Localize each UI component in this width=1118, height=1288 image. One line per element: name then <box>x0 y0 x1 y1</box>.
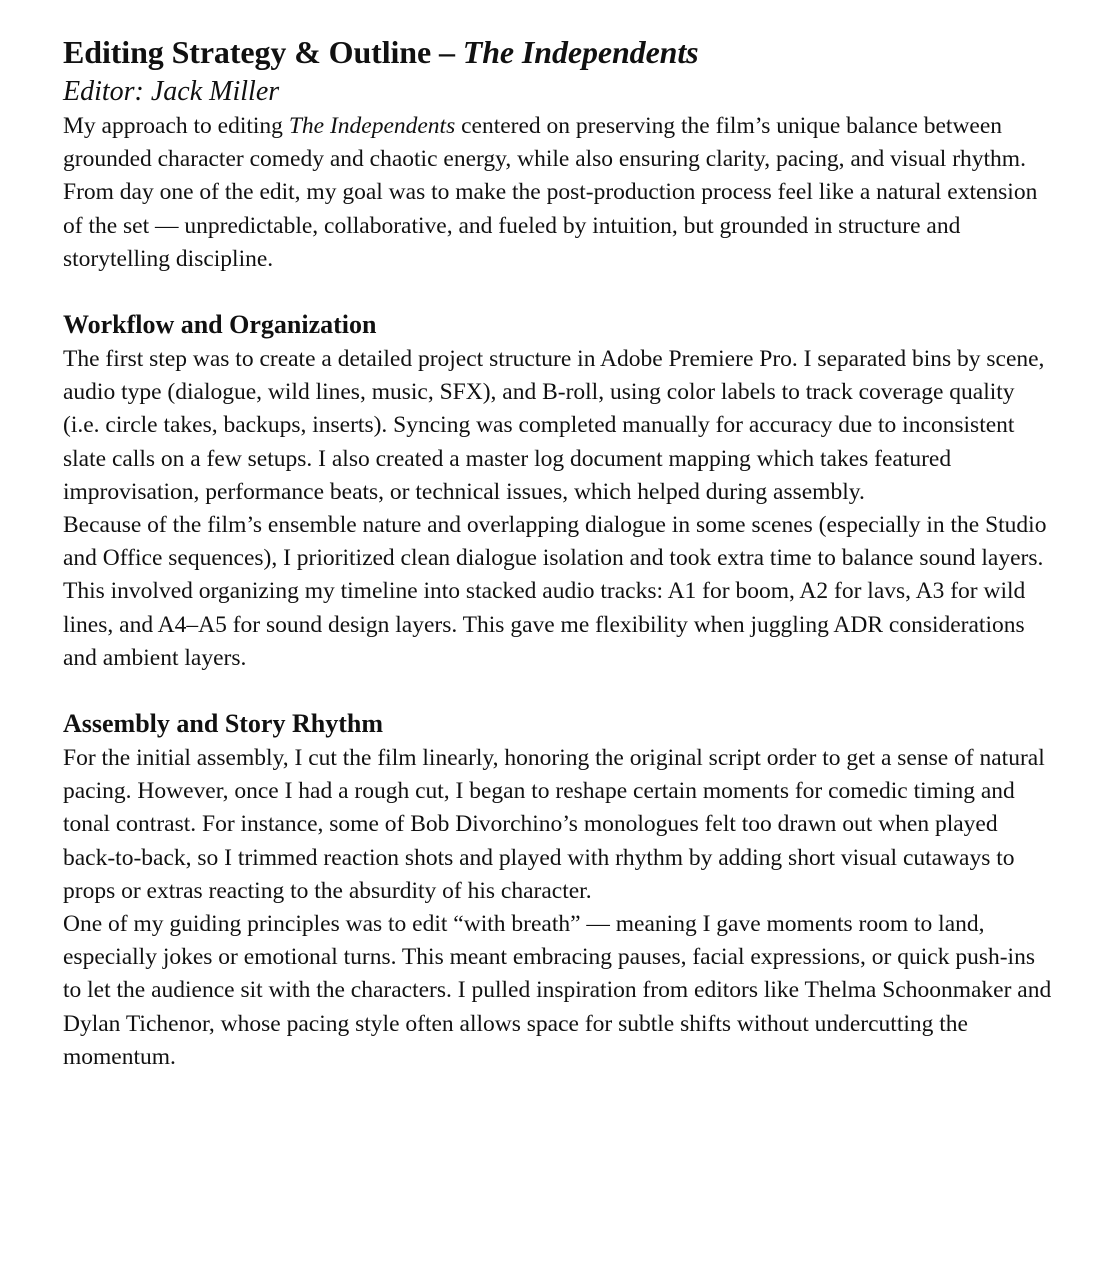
intro-pre: My approach to editing <box>63 113 289 139</box>
document-title <box>63 30 1063 74</box>
title-prefix: Editing Strategy & Outline – <box>63 34 463 70</box>
intro-film-title: The Independents <box>288 113 456 139</box>
workflow-paragraph-2: Because of the film’s ensemble nature and overlapping dialogue in some scenes (especially in the Studio and Office sequences), I prioritized clean dialogue isolation and took extra time to balance sound layers. This involved organizing my timeline into stacked audio tracks: A1 for boom, A2 for lavs, A3 for wild lines, and A4–A5 for sound design layers. This gave me flexibility when juggling ADR considerations and ambient layers. <box>63 512 1047 671</box>
workflow-paragraph-1: The first step was to create a detailed project structure in Adobe Premiere Pro. I separated bins by scene, audio type (dialogue, wild lines, music, SFX), and B-roll, using color labels to track coverage quality (i.e. circle takes, backups, inserts). Syncing was completed manually for accuracy due to inconsistent slate calls on a few setups. I also created a master log document mapping which takes featured improvisation, performance beats, or technical issues, which helped during assembly. <box>63 346 1045 505</box>
workflow-heading: Workflow and Organization <box>63 310 377 340</box>
intro-paragraph <box>63 110 1053 276</box>
assembly-paragraph-1: For the initial assembly, I cut the film linearly, honoring the original script order to get a sense of natural pacing. However, once I had a rough cut, I began to reshape certain moments for comedic timing and tonal contrast. For instance, some of Bob Divorchino’s monologues felt too drawn out when played back-to-back, so I trimmed reaction shots and played with rhythm by adding short visual cutaways to props or extras reacting to the absurdity of his character. <box>63 745 1045 904</box>
intro-post: centered on preserving the film’s unique balance between grounded character comedy and chaotic energy, while also ensuring clarity, pacing, and visual rhythm. From day one of the edit, my goal was to make the post-production process feel like a natural extension of the set — unpredictable, collaborative, and fueled by intuition, but grounded in structure and storytelling discipline. <box>63 113 1038 272</box>
editor-credit: Editor: Jack Miller <box>63 76 280 107</box>
document-page <box>63 30 1063 1074</box>
title-film: The Independents <box>462 34 699 70</box>
assembly-heading: Assembly and Story Rhythm <box>63 709 383 739</box>
assembly-paragraph-2: One of my guiding principles was to edit “with breath” — meaning I gave moments room to land, especially jokes or emotional turns. This meant embracing pauses, facial expressions, or quick push-ins to let the audience sit with the characters. I pulled inspiration from editors like Thelma Schoonmaker and Dylan Tichenor, whose pacing style often allows space for subtle shifts without undercutting the momentum. <box>63 911 1052 1070</box>
